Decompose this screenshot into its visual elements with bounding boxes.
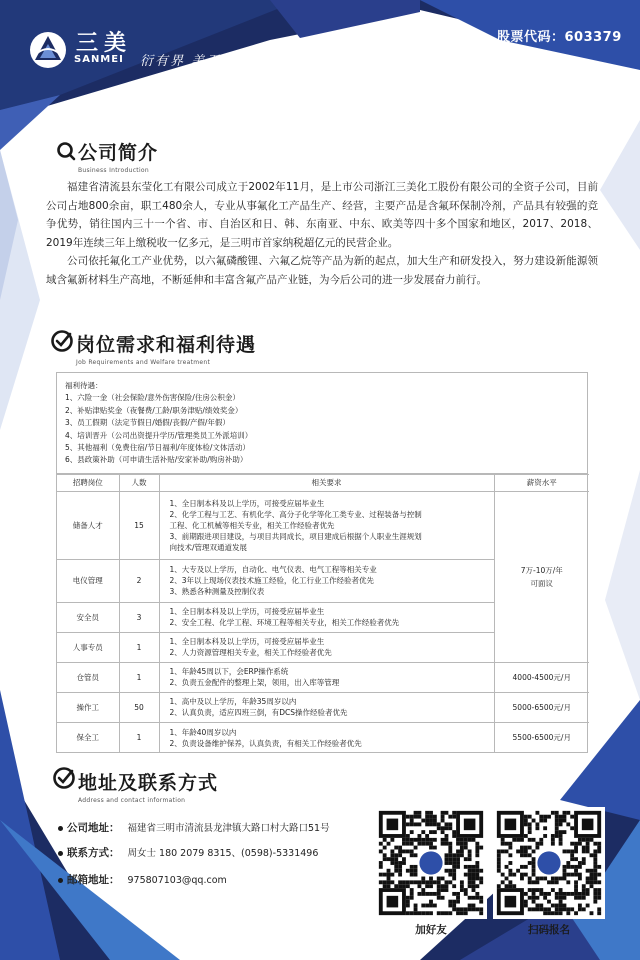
benefit-item: 5、其他福利（免费住宿/节日福利/年度体检/文体活动） (65, 443, 250, 453)
email-label: 邮箱地址： (67, 874, 120, 886)
requirement-line: 2、负责设备维护保养，认真负责，有相关工作经验者优先 (169, 738, 362, 748)
requirement-line: 2、安全工程、化学工程、环境工程等相关专业，相关工作经验者优先 (169, 618, 400, 628)
qr-label-register: 扫码报名 (528, 924, 570, 936)
count-cell: 15 (119, 491, 159, 559)
table-row (57, 662, 589, 692)
phone-value: 周女士 180 2079 8315、(0598)-5331496 (127, 848, 319, 859)
position-cell: 人事专员 (57, 632, 119, 662)
bullet-icon (58, 826, 63, 831)
requirements-cell (159, 722, 494, 752)
address-label: 公司地址： (67, 822, 120, 834)
slogan: 衍有界 美无限 (140, 54, 237, 69)
requirement-line: 1、全日制本科及以上学历，可接受应届毕业生 (169, 607, 325, 617)
requirements-cell (159, 602, 494, 632)
requirement-line: 1、大专及以上学历，自动化、电气仪表、电气工程等相关专业 (169, 565, 377, 575)
intro-paragraph: 公司依托氟化工产业优势，以六氟磷酸锂、六氟乙烷等产品为新的起点，加大生产和研发投入，努力建设新能源领域含氟新材料生产高地，不断延伸和丰富含氟产品产业链，为今后公司的进一步发展奋力前行。 (46, 255, 598, 286)
qr-code-icon[interactable] (375, 807, 487, 919)
table-row (57, 722, 589, 752)
requirements-cell (159, 662, 494, 692)
header (0, 0, 640, 80)
intro-paragraph: 福建省清流县东莹化工有限公司成立于2002年11月，是上市公司浙江三美化工股份有限公司的全资子公司，目前公司占地800余亩，职工480余人，专业从事氟化工产品生产、经营，主要产品是含氟环保制冷剂，产品具有较强的竞争优势，销往国内三十一个省、市、自治区和日、韩、东南亚、中东、欧美等四十多个国家和地区，2017、2018、2019年连续三年上缴税收一亿多元，是三明市首家纳税超亿元的民营企业。 (46, 181, 598, 249)
position-cell: 储备人才 (57, 491, 119, 559)
company-intro-title: 公司简介 (78, 142, 159, 164)
requirement-line: 1、全日制本科及以上学历，可接受应届毕业生 (169, 498, 325, 508)
qr-label-add-friend: 加好友 (415, 924, 447, 936)
benefits-heading: 福利待遇： (65, 381, 103, 390)
jobs-subtitle: Job Requirements and Welfare treatment (76, 359, 211, 366)
benefit-item: 1、六险一金（社会保险/意外伤害保险/住房公积金） (65, 393, 240, 403)
position-cell: 操作工 (57, 692, 119, 722)
requirement-line: 2、认真负责，适应四班三倒，有DCS操作经验者优先 (169, 708, 348, 718)
bullet-icon (58, 851, 63, 856)
benefit-item: 2、补贴津贴奖金（夜餐费/工龄/职务津贴/绩效奖金） (65, 405, 243, 415)
position-cell: 电仪管理 (57, 559, 119, 602)
address-row (58, 820, 330, 835)
company-intro-subtitle: Business Introduction (78, 167, 149, 174)
requirement-line: 3、前期跟进项目建设，与项目共同成长，项目建成后根据个人职业生涯规划 (169, 531, 422, 541)
shared-salary-cell (494, 491, 589, 662)
table-header-row (57, 474, 589, 491)
requirement-line: 2、3年以上现场仪表技术施工经验，化工行业工作经验者优先 (169, 576, 375, 586)
salary-cell: 5500-6500元/月 (494, 722, 589, 752)
requirement-line: 工程、化工机械等相关专业，相关工作经验者优先 (169, 520, 335, 530)
phone-row (58, 845, 318, 860)
salary-cell: 5000-6500元/月 (494, 692, 589, 722)
logo-english-name: SANMEI (74, 54, 124, 65)
stock-code: 股票代码：603379 (497, 30, 622, 45)
contact-subtitle: Address and contact information (78, 797, 186, 804)
salary-cell: 4000-4500元/月 (494, 662, 589, 692)
shared-salary-line: 7万-10万/年 (520, 565, 563, 575)
email-value: 975807103@qq.com (127, 875, 227, 886)
contact-title: 地址及联系方式 (78, 772, 219, 794)
benefits-list (57, 373, 587, 474)
requirement-line: 向技术/管理双通道发展 (169, 542, 248, 552)
address-value: 福建省三明市清流县龙津镇大路口村大路口51号 (127, 823, 330, 834)
requirement-line: 1、年龄40周岁以内 (169, 727, 237, 737)
header-salary: 薪资水平 (494, 474, 589, 491)
benefit-item: 3、员工假期（法定节假日/婚假/丧假/产假/年假） (65, 418, 230, 428)
count-cell: 50 (119, 692, 159, 722)
requirements-cell (159, 692, 494, 722)
count-cell: 1 (119, 662, 159, 692)
header-count: 人数 (119, 474, 159, 491)
table-row (57, 491, 589, 559)
company-logo-icon (28, 30, 68, 70)
check-circle-icon (50, 329, 74, 353)
requirement-line: 1、高中及以上学历，年龄35周岁以内 (169, 697, 297, 707)
count-cell: 1 (119, 632, 159, 662)
position-cell: 保全工 (57, 722, 119, 752)
count-cell: 1 (119, 722, 159, 752)
shared-salary-line: 可面议 (530, 578, 553, 588)
jobs-heading (76, 330, 256, 366)
count-cell: 2 (119, 559, 159, 602)
phone-label: 联系方式： (67, 847, 120, 859)
requirements-cell (159, 559, 494, 602)
requirement-line: 1、全日制本科及以上学历，可接受应届毕业生 (169, 637, 325, 647)
jobs-table (57, 474, 589, 753)
magnifier-icon (56, 141, 76, 161)
bullet-icon (58, 878, 63, 883)
requirement-line: 2、化学工程与工艺、有机化学、高分子化学等化工类专业、过程装备与控制 (169, 509, 422, 519)
benefit-item: 4、培训晋升（公司出资提升学历/管理类员工外派培训） (65, 430, 253, 440)
jobs-table-container (56, 372, 588, 753)
requirements-cell (159, 632, 494, 662)
position-cell: 安全员 (57, 602, 119, 632)
contact-heading (78, 768, 218, 804)
jobs-title: 岗位需求和福利待遇 (76, 334, 257, 356)
company-intro-text (46, 178, 598, 289)
header-requirements: 相关要求 (159, 474, 494, 491)
header-position: 招聘岗位 (57, 474, 119, 491)
email-row (58, 872, 227, 887)
requirement-line: 2、负责五金配件的整理上架，领用，出入库等管理 (169, 678, 340, 688)
benefit-item: 6、县政策补助（可申请生活补贴/安家补助/购房补助） (65, 455, 248, 465)
qr-code-icon[interactable] (493, 807, 605, 919)
position-cell: 仓管员 (57, 662, 119, 692)
company-intro-heading (78, 138, 158, 174)
requirement-line: 3、熟悉各种测量及控制仪表 (169, 587, 265, 597)
requirement-line: 1、年龄45周以下，会ERP操作系统 (169, 667, 289, 677)
check-circle-icon (52, 766, 76, 790)
requirement-line: 2、人力资源管理相关专业，相关工作经验者优先 (169, 648, 332, 658)
table-row (57, 692, 589, 722)
count-cell: 3 (119, 602, 159, 632)
requirements-cell (159, 491, 494, 559)
logo-chinese-name: 三美 (76, 30, 133, 56)
